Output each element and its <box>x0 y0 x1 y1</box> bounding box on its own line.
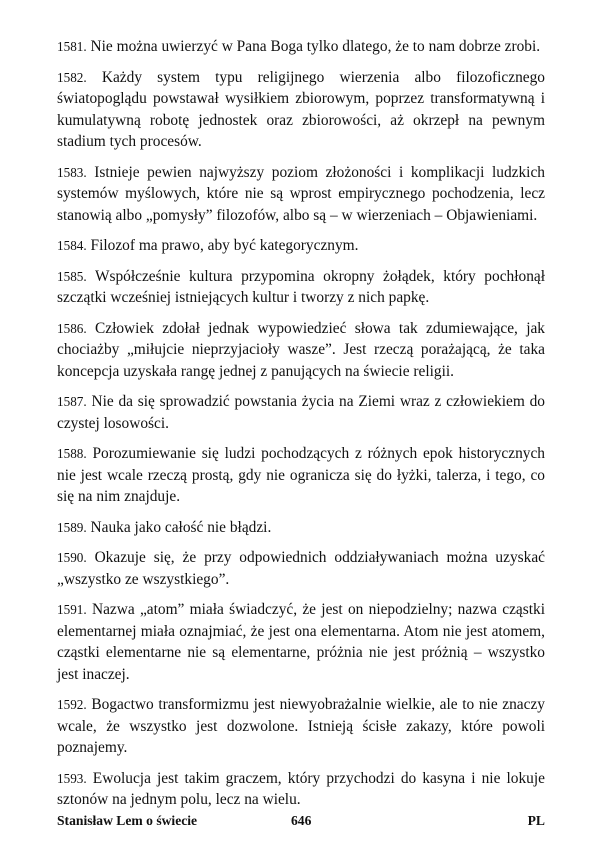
aphorism-number: 1585. <box>57 268 87 284</box>
aphorism-paragraph <box>57 599 545 685</box>
aphorism-number: 1593. <box>57 770 87 786</box>
document-body <box>57 36 545 820</box>
aphorism-text: Współcześnie kultura przypomina okropny żołądek, który pochłonął szczątki wcześniej istniejących kultur i tworzy z nich papkę. <box>57 267 545 306</box>
aphorism-text: Bogactwo transformizmu jest niewyobrażalnie wielkie, ale to nie znaczy wcale, że wszystko jest dozwolone. Istnieją ścisłe zakazy, które powoli poznajemy. <box>57 696 545 756</box>
aphorism-text: Człowiek zdołał jednak wypowiedzieć słowa tak zdumiewające, jak chociażby „miłujcie nieprzyjacioły wasze”. Jest rzeczą porażającą, że taka koncepcja uzyskała rangę jednej z panujących na świecie religii. <box>57 319 545 380</box>
aphorism-paragraph <box>57 318 545 383</box>
aphorism-paragraph <box>57 443 545 508</box>
aphorism-number: 1587. <box>57 394 87 409</box>
aphorism-paragraph <box>57 768 545 811</box>
aphorism-number: 1586. <box>57 320 87 336</box>
aphorism-number: 1592. <box>57 697 87 712</box>
aphorism-number: 1583. <box>57 164 87 180</box>
aphorism-text: Nazwa „atom” miała świadczyć, że jest on niepodzielny; nazwa cząstki elementarnej miała oznajmiać, że jest ona elementarna. Atom nie jest atomem, cząstki elementarne nie są elementarne, próżnia nie jest próżnią – wszystko jest inaczej. <box>57 601 545 683</box>
language-code: PL <box>527 813 545 828</box>
aphorism-number: 1584. <box>57 238 87 253</box>
aphorism-text: Okazuje się, że przy odpowiednich oddziaływaniach można uzyskać „wszystko ze wszystkiego”. <box>57 549 545 588</box>
aphorism-text: Ewolucja jest takim graczem, który przychodzi do kasyna i nie lokuje sztonów na jednym polu, lecz na wielu. <box>57 769 545 808</box>
aphorism-number: 1581. <box>57 39 87 54</box>
aphorism-paragraph <box>57 266 545 309</box>
aphorism-paragraph <box>57 36 545 58</box>
page-footer <box>57 813 545 833</box>
aphorism-paragraph <box>57 547 545 590</box>
aphorism-paragraph <box>57 517 545 539</box>
aphorism-number: 1590. <box>57 550 87 565</box>
aphorism-text: Filozof ma prawo, aby być kategorycznym. <box>90 237 359 254</box>
page-number: 646 <box>291 813 312 828</box>
aphorism-text: Nie można uwierzyć w Pana Boga tylko dlatego, że to nam dobrze zrobi. <box>90 38 541 55</box>
aphorism-text: Nauka jako całość nie błądzi. <box>90 518 272 536</box>
aphorism-paragraph <box>57 235 545 257</box>
aphorism-number: 1582. <box>57 69 87 85</box>
aphorism-paragraph <box>57 391 545 434</box>
aphorism-text: Istnieje pewien najwyższy poziom złożoności i komplikacji ludzkich systemów myślowych, które nie są wprost empirycznego pochodzenia, lecz stanowią albo „pomysły” filozofów, albo są – w wierzeniach – Objawieniami. <box>57 163 545 224</box>
aphorism-text: Nie da się sprowadzić powstania życia na Ziemi wraz z człowiekiem do czystej losowości. <box>57 393 545 432</box>
aphorism-paragraph <box>57 67 545 153</box>
aphorism-number: 1588. <box>57 446 87 461</box>
aphorism-paragraph <box>57 162 545 227</box>
aphorism-number: 1591. <box>57 602 87 617</box>
aphorism-number: 1589. <box>57 519 87 535</box>
aphorism-paragraph <box>57 694 545 759</box>
aphorism-text: Porozumiewanie się ludzi pochodzących z różnych epok historycznych nie jest wcale rzeczą prostą, gdy nie ogranicza się do łyżki, talerza, i tego, co się na nim znajduje. <box>57 445 545 505</box>
book-title: Stanisław Lem o świecie <box>57 813 198 828</box>
aphorism-text: Każdy system typu religijnego wierzenia albo filozoficznego światopoglądu powstawał wysiłkiem zbiorowym, poprzez transformatywną i kumulatywną robotę jednostek oraz zbiorowości, aż okrzepł na pewnym stadium tych procesów. <box>57 68 545 150</box>
